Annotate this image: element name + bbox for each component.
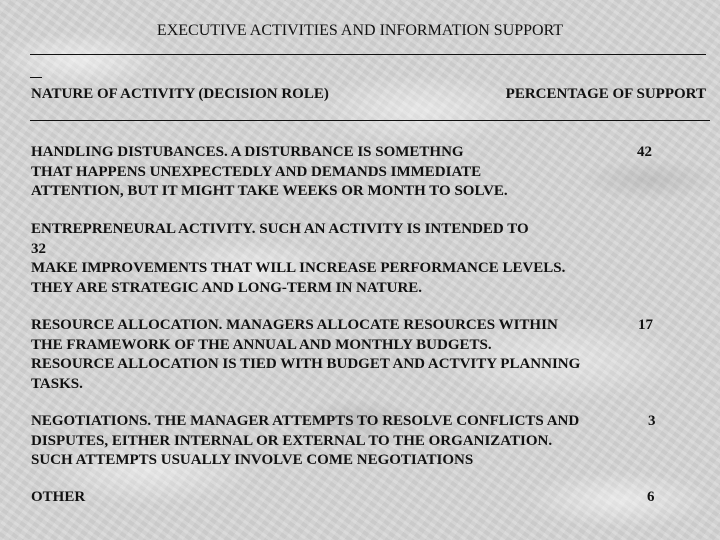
activity-negotiations: NEGOTIATIONS. THE MANAGER ATTEMPTS TO RESOLVE CONFLICTS AND DISPUTES, EITHER INTERNAL OR EXTERNAL TO THE ORGANIZATION. SUCH ATTEMPTS USUALLY INVOLVE COME NEGOTIATIONS (31, 413, 580, 468)
percentage-other: 6 (647, 489, 655, 505)
activity-handling-disturbances: HANDLING DISTUBANCES. A DISTURBANCE IS SOMETHNG THAT HAPPENS UNEXPECTEDLY AND DEMANDS IMMEDIATE ATTENTION, BUT IT MIGHT TAKE WEEKS OR MONTH TO SOLVE. (31, 144, 508, 199)
activity-resource-allocation: RESOURCE ALLOCATION. MANAGERS ALLOCATE RESOURCES WITHIN THE FRAMEWORK OF THE ANNUAL AND MONTHLY BUDGETS. RESOURCE ALLOCATION IS TIED WITH BUDGET AND ACTVITY PLANNING TASKS. (31, 317, 581, 392)
percentage-resource-allocation: 17 (638, 317, 653, 333)
percentage-negotiations: 3 (648, 413, 656, 429)
activity-other: OTHER (31, 489, 86, 505)
slide-title: EXECUTIVE ACTIVITIES AND INFORMATION SUPPORT (156, 22, 564, 39)
activity-entrepreneurial: ENTREPRENEURAL ACTIVITY. SUCH AN ACTIVITY IS INTENDED TO 32 MAKE IMPROVEMENTS THAT WILL INCREASE PERFORMANCE LEVELS. THEY ARE STRATEGIC AND LONG-TERM IN NATURE. (31, 221, 566, 296)
header-percentage-of-support: PERCENTAGE OF SUPPORT (505, 86, 706, 102)
percentage-handling-disturbances: 42 (637, 144, 652, 160)
short-rule-mark (30, 77, 42, 78)
header-rule (30, 120, 710, 121)
top-rule (30, 54, 706, 55)
header-nature-of-activity: NATURE OF ACTIVITY (DECISION ROLE) (31, 86, 329, 102)
